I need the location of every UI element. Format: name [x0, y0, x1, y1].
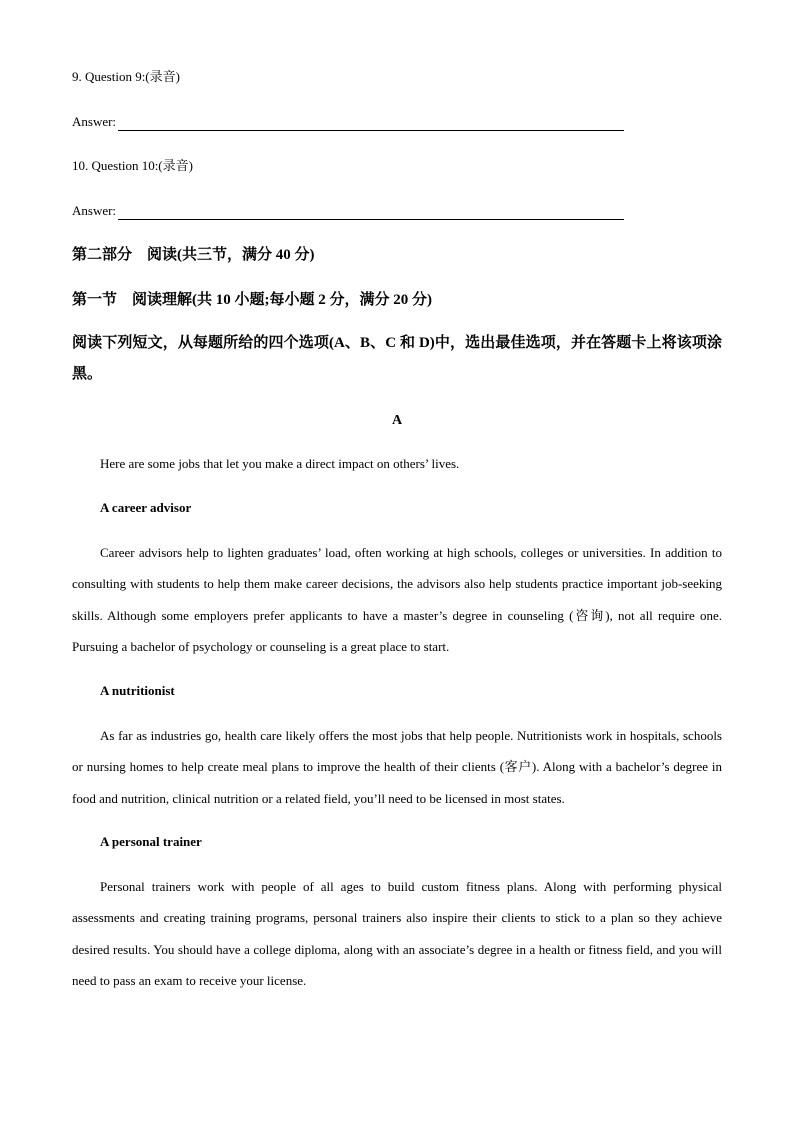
passage-intro: Here are some jobs that let you make a direct impact on others’ lives. — [100, 456, 460, 471]
question-9-prompt: 9. Question 9:(录音) — [72, 69, 180, 84]
question-9-answer — [72, 113, 624, 131]
job-text-personal-trainer: Personal trainers work with people of all ages to build custom fitness plans. Along with performing physical assessments and creating training programs, personal trainers also inspire their clients to stick to a plan so they achieve desired results. You should have a college diploma, along with an associate’s degree in a health or fitness field, and you will need to pass an exam to receive your license. — [72, 879, 722, 988]
job-title-nutritionist: A nutritionist — [100, 683, 175, 698]
question-10-answer — [72, 202, 624, 220]
answer-label: Answer: — [72, 203, 117, 218]
job-title-career-advisor: A career advisor — [100, 500, 192, 515]
passage-letter: A — [391, 413, 403, 428]
job-text-career-advisor: Career advisors help to lighten graduates’ load, often working at high schools, colleges or universities. In addition to consulting with students to help them make career decisions, the advisors also help students practice important job-seeking skills. Although some employers prefer applicants to have a master’s degree in counseling (咨询), not all require one. Pursuing a bachelor of psychology or counseling is a great place to start. — [72, 545, 722, 654]
question-10-prompt: 10. Question 10:(录音) — [72, 158, 193, 173]
reading-instruction: 阅读下列短文，从每题所给的四个选项(A、B、C 和 D)中，选出最佳选项，并在答题卡上将该项涂黑。 — [72, 335, 722, 382]
answer-label: Answer: — [72, 114, 117, 129]
job-title-personal-trainer: A personal trainer — [100, 834, 202, 849]
section1-heading: 第一节 阅读理解(共 10 小题;每小题 2 分，满分 20 分) — [72, 292, 432, 308]
answer-blank-line[interactable] — [118, 116, 624, 131]
job-text-nutritionist: As far as industries go, health care likely offers the most jobs that help people. Nutritionists work in hospitals, schools or nursing homes to help create meal plans to improve the health of their clients (客户). Along with a bachelor’s degree in food and nutrition, clinical nutrition or a related field, you’ll need to be licensed in most states. — [72, 728, 722, 806]
part2-heading: 第二部分 阅读(共三节，满分 40 分) — [72, 247, 315, 263]
answer-blank-line[interactable] — [118, 205, 624, 220]
